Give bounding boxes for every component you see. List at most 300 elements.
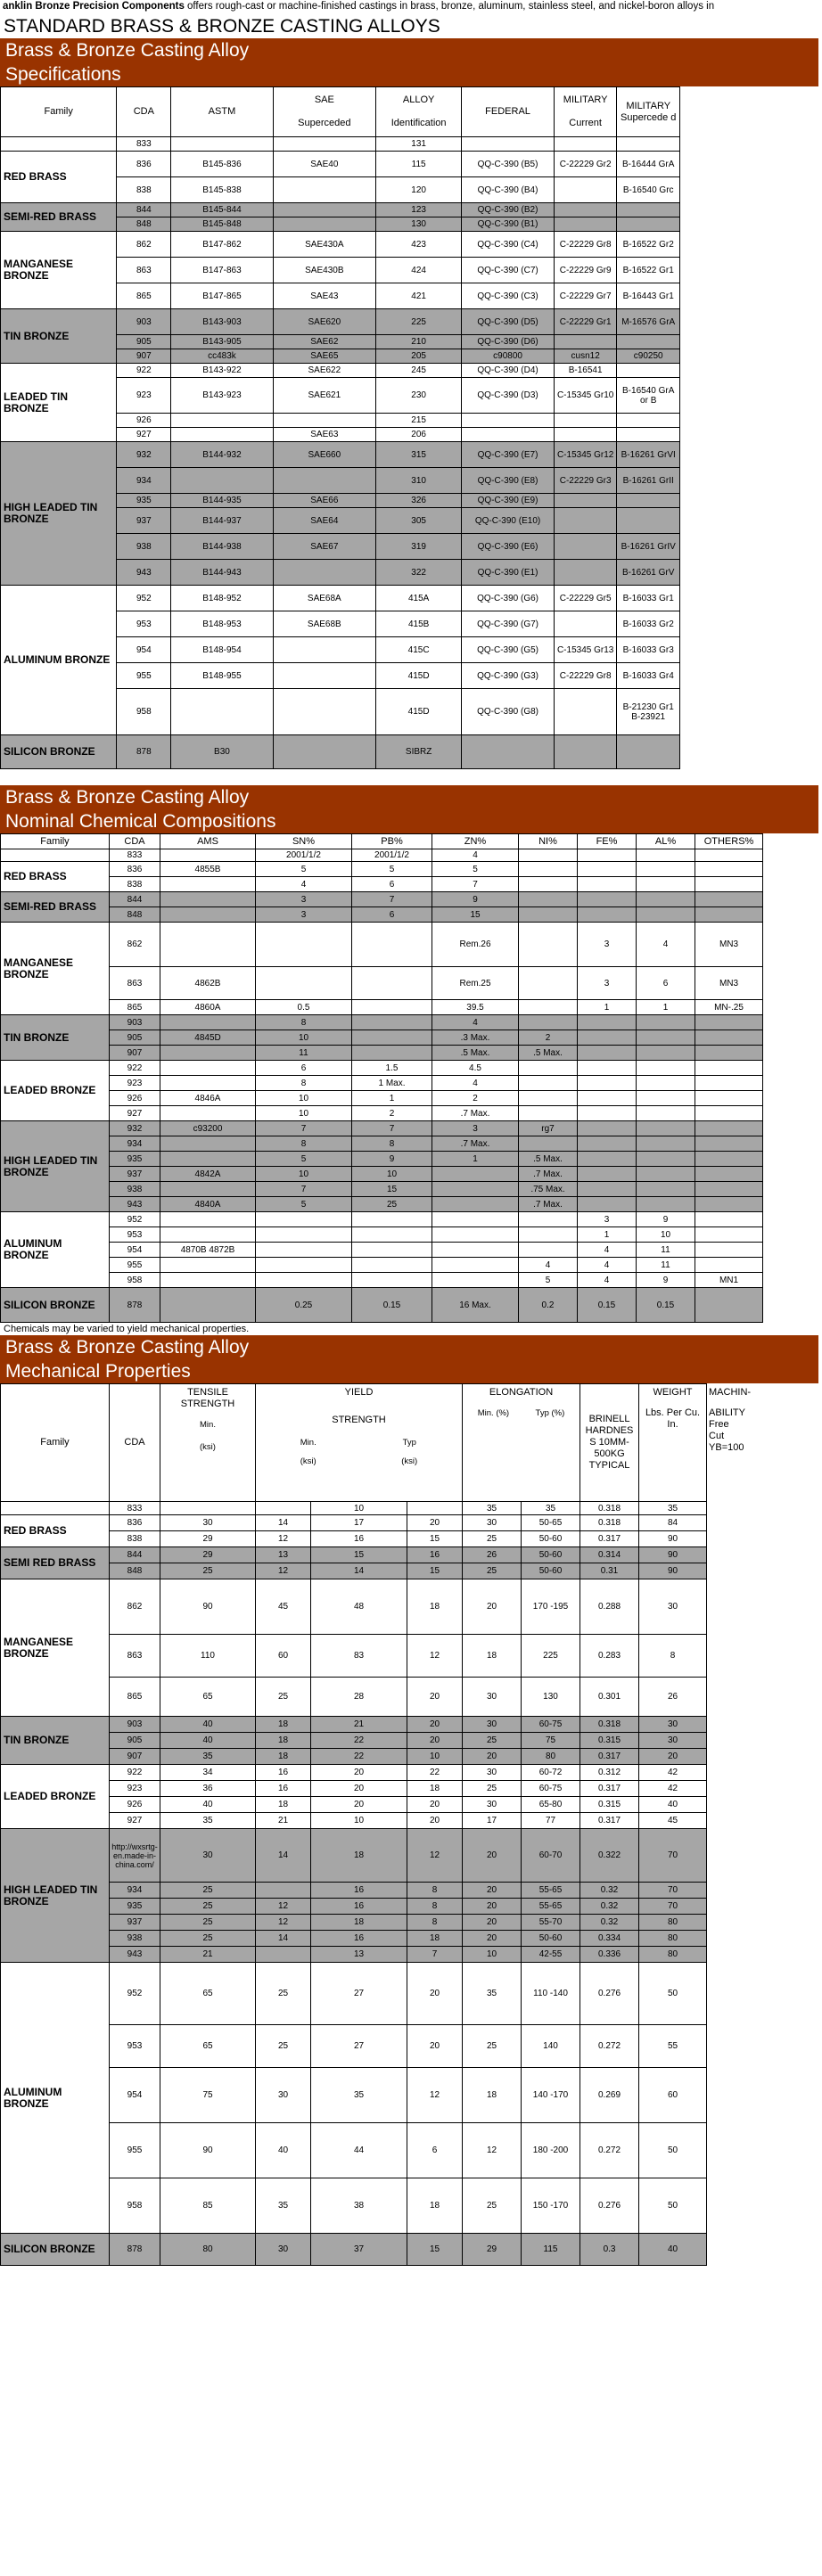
value-cell: 2001/1/2	[256, 849, 352, 862]
value-cell	[352, 1030, 432, 1046]
value-cell: 4860A	[160, 1000, 256, 1015]
value-cell: 326	[376, 494, 462, 508]
family-cell: MANGANESE BRONZE	[1, 1579, 110, 1717]
value-cell: 230	[376, 378, 462, 414]
col-al-pct: AL%	[637, 834, 695, 849]
value-cell	[695, 862, 763, 877]
cda-cell: 927	[117, 428, 171, 442]
value-cell	[617, 508, 680, 534]
col-family: Family	[1, 1384, 110, 1502]
value-cell: 14	[256, 1931, 311, 1947]
family-cell: RED BRASS	[1, 1515, 110, 1547]
value-cell	[432, 1212, 519, 1227]
value-cell: SAE65	[273, 349, 375, 364]
value-cell: 50-60	[522, 1531, 580, 1547]
value-cell	[256, 967, 352, 1000]
value-cell: B-16261 GrVI	[617, 442, 680, 468]
value-cell	[160, 1136, 256, 1152]
value-cell	[256, 1273, 352, 1288]
value-cell	[637, 1046, 695, 1061]
value-cell: 25	[160, 1915, 256, 1931]
value-cell: Rem.26	[432, 923, 519, 967]
value-cell: C-22229 Gr3	[554, 468, 617, 494]
value-cell	[695, 1197, 763, 1212]
value-cell: 1	[637, 1000, 695, 1015]
value-cell: 18	[463, 1635, 522, 1678]
table-row	[1, 1197, 763, 1212]
value-cell	[519, 862, 578, 877]
value-cell	[554, 137, 617, 152]
value-cell	[578, 1106, 637, 1121]
value-cell	[554, 217, 617, 232]
value-cell: 80	[639, 1915, 707, 1931]
value-cell: 424	[376, 258, 462, 283]
value-cell	[637, 907, 695, 923]
value-cell: 40	[256, 2123, 311, 2178]
value-cell	[695, 1167, 763, 1182]
value-cell	[695, 1030, 763, 1046]
value-cell	[554, 335, 617, 349]
value-cell	[695, 1121, 763, 1136]
value-cell: 20	[463, 1883, 522, 1899]
value-cell	[637, 1182, 695, 1197]
value-cell	[578, 892, 637, 907]
value-cell	[519, 1076, 578, 1091]
value-cell: 55-70	[522, 1915, 580, 1931]
value-cell: 25	[160, 1883, 256, 1899]
value-cell	[273, 414, 375, 428]
table-row	[1, 862, 763, 877]
cda-cell: 922	[117, 364, 171, 378]
col-weight: WEIGHT Lbs. Per Cu. In.	[639, 1384, 707, 1502]
value-cell: 65	[160, 1963, 256, 2025]
value-cell	[519, 1106, 578, 1121]
value-cell	[273, 663, 375, 689]
value-cell: 50-60	[522, 1931, 580, 1947]
value-cell: 21	[256, 1813, 311, 1829]
cda-cell: 935	[110, 1899, 160, 1915]
value-cell: 415A	[376, 586, 462, 611]
value-cell: 13	[311, 1947, 407, 1963]
value-cell	[554, 689, 617, 735]
cda-cell: 934	[110, 1883, 160, 1899]
value-cell	[352, 1273, 432, 1288]
value-cell: 4	[578, 1273, 637, 1288]
cda-cell: 955	[110, 1258, 160, 1273]
value-cell: 225	[522, 1635, 580, 1678]
value-cell: 12	[256, 1531, 311, 1547]
table-row	[1, 1106, 763, 1121]
value-cell	[637, 1197, 695, 1212]
value-cell: B-16541	[554, 364, 617, 378]
value-cell: 0.318	[580, 1717, 639, 1733]
cda-cell: 926	[110, 1797, 160, 1813]
value-cell: B143-923	[171, 378, 273, 414]
cda-cell: 958	[110, 1273, 160, 1288]
value-cell: 80	[639, 1947, 707, 1963]
value-cell: 1	[352, 1091, 432, 1106]
value-cell	[695, 892, 763, 907]
value-cell	[519, 1212, 578, 1227]
value-cell	[695, 1076, 763, 1091]
value-cell: 4846A	[160, 1091, 256, 1106]
value-cell: 20	[407, 1515, 463, 1531]
value-cell: 5	[256, 1197, 352, 1212]
value-cell: MN3	[695, 967, 763, 1000]
value-cell: 40	[639, 2234, 707, 2266]
value-cell: 5	[256, 1152, 352, 1167]
value-cell: 0.317	[580, 1749, 639, 1765]
value-cell	[519, 1091, 578, 1106]
table-row	[1, 1288, 763, 1323]
value-cell: 29	[463, 2234, 522, 2266]
mechanical-section	[0, 1335, 818, 2266]
value-cell: 0.276	[580, 1963, 639, 2025]
value-cell: 421	[376, 283, 462, 309]
value-cell: SAE66	[273, 494, 375, 508]
col-others-pct: OTHERS%	[695, 834, 763, 849]
value-cell	[519, 892, 578, 907]
family-cell: LEADED TIN BRONZE	[1, 364, 117, 442]
value-cell	[637, 1076, 695, 1091]
value-cell: B143-903	[171, 309, 273, 335]
value-cell: 4	[256, 877, 352, 892]
value-cell	[637, 1152, 695, 1167]
value-cell: 0.15	[352, 1288, 432, 1323]
value-cell: 10	[311, 1813, 407, 1829]
col-zn-pct: ZN%	[432, 834, 519, 849]
value-cell: 415D	[376, 663, 462, 689]
cda-cell: 934	[110, 1136, 160, 1152]
family-cell: SILICON BRONZE	[1, 1288, 110, 1323]
value-cell: 60-70	[522, 1829, 580, 1883]
family-cell: SILICON BRONZE	[1, 735, 117, 769]
value-cell: QQ-C-390 (D3)	[462, 378, 555, 414]
cda-cell: 844	[110, 1547, 160, 1563]
cda-cell: 844	[117, 203, 171, 217]
value-cell	[171, 137, 273, 152]
mechanical-header: Brass & Bronze Casting Alloy Mechanical Properties	[0, 1335, 818, 1383]
value-cell: 50-60	[522, 1563, 580, 1579]
cda-cell: 865	[110, 1000, 160, 1015]
family-cell: ALUMINUM BRONZE	[1, 1963, 110, 2234]
value-cell	[432, 1167, 519, 1182]
value-cell: 0.272	[580, 2025, 639, 2068]
value-cell: 70	[639, 1883, 707, 1899]
value-cell: 0.31	[580, 1563, 639, 1579]
value-cell: cusn12	[554, 349, 617, 364]
value-cell	[617, 414, 680, 428]
value-cell: 20	[463, 1749, 522, 1765]
value-cell	[352, 1212, 432, 1227]
value-cell: 16	[311, 1931, 407, 1947]
cda-cell: 907	[110, 1046, 160, 1061]
cda-cell: 953	[110, 2025, 160, 2068]
value-cell: c93200	[160, 1121, 256, 1136]
family-cell: SILICON BRONZE	[1, 2234, 110, 2266]
value-cell: 180 -200	[522, 2123, 580, 2178]
value-cell: 0.312	[580, 1765, 639, 1781]
specifications-header: Brass & Bronze Casting Alloy Specifications	[0, 38, 818, 86]
cda-cell: 932	[117, 442, 171, 468]
col-tensile: TENSILE STRENGTH Min. (ksi)	[160, 1384, 256, 1502]
value-cell: SAE430A	[273, 232, 375, 258]
value-cell	[256, 1947, 311, 1963]
value-cell: 50-60	[522, 1547, 580, 1563]
value-cell: 5	[432, 862, 519, 877]
value-cell: 0.322	[580, 1829, 639, 1883]
value-cell: QQ-C-390 (E1)	[462, 560, 555, 586]
value-cell: SAE68B	[273, 611, 375, 637]
chemical-table	[0, 833, 763, 1323]
value-cell: 0.318	[580, 1502, 639, 1515]
value-cell: 44	[311, 2123, 407, 2178]
value-cell: 0.32	[580, 1899, 639, 1915]
value-cell: 12	[407, 2068, 463, 2123]
value-cell: 20	[407, 2025, 463, 2068]
value-cell: 20	[407, 1678, 463, 1717]
table-row	[1, 1765, 707, 1781]
value-cell: 28	[311, 1678, 407, 1717]
value-cell: 10	[311, 1502, 407, 1515]
value-cell: 415C	[376, 637, 462, 663]
value-cell	[273, 468, 375, 494]
value-cell: 305	[376, 508, 462, 534]
value-cell	[617, 335, 680, 349]
value-cell: 55-65	[522, 1883, 580, 1899]
value-cell: 110	[160, 1635, 256, 1678]
family-cell: HIGH LEADED TIN BRONZE	[1, 1829, 110, 1963]
value-cell	[171, 428, 273, 442]
cda-cell: 938	[110, 1931, 160, 1947]
value-cell: 2	[432, 1091, 519, 1106]
value-cell: 30	[639, 1579, 707, 1635]
value-cell: 115	[522, 2234, 580, 2266]
value-cell: B144-938	[171, 534, 273, 560]
value-cell: QQ-C-390 (E10)	[462, 508, 555, 534]
value-cell	[695, 877, 763, 892]
value-cell: 4855B	[160, 862, 256, 877]
value-cell: B-16522 Gr2	[617, 232, 680, 258]
value-cell: 35	[160, 1749, 256, 1765]
cda-cell: 833	[110, 1502, 160, 1515]
value-cell: 1	[578, 1227, 637, 1243]
value-cell: 1	[432, 1152, 519, 1167]
value-cell	[519, 1015, 578, 1030]
value-cell: SAE622	[273, 364, 375, 378]
family-cell	[1, 137, 117, 152]
cda-cell: 927	[110, 1813, 160, 1829]
value-cell: QQ-C-390 (G3)	[462, 663, 555, 689]
value-cell: 18	[311, 1915, 407, 1931]
value-cell	[695, 1243, 763, 1258]
table-row	[1, 1121, 763, 1136]
family-cell: ALUMINUM BRONZE	[1, 1212, 110, 1288]
value-cell: 3	[578, 923, 637, 967]
value-cell: 25	[463, 2025, 522, 2068]
value-cell: B-16540 GrA or B	[617, 378, 680, 414]
value-cell	[256, 1212, 352, 1227]
value-cell: 15	[432, 907, 519, 923]
cda-cell: 932	[110, 1121, 160, 1136]
value-cell: QQ-C-390 (G7)	[462, 611, 555, 637]
cda-cell: 937	[110, 1915, 160, 1931]
cda-cell: 862	[117, 232, 171, 258]
value-cell	[578, 1152, 637, 1167]
cda-cell: 848	[117, 217, 171, 232]
cda-cell: 955	[110, 2123, 160, 2178]
family-cell: ALUMINUM BRONZE	[1, 586, 117, 735]
value-cell: B-16444 GrA	[617, 152, 680, 177]
value-cell	[407, 1502, 463, 1515]
value-cell	[160, 1061, 256, 1076]
value-cell	[432, 1243, 519, 1258]
value-cell: 2001/1/2	[352, 849, 432, 862]
value-cell: 0.315	[580, 1733, 639, 1749]
value-cell: .7 Max.	[432, 1136, 519, 1152]
col-yield: YIELD STRENGTH Min. (ksi) Typ (ksi)	[256, 1384, 463, 1502]
cda-cell: 833	[110, 849, 160, 862]
value-cell	[256, 1243, 352, 1258]
value-cell: 30	[463, 1717, 522, 1733]
value-cell	[578, 1061, 637, 1076]
value-cell: 25	[463, 1733, 522, 1749]
value-cell: 60	[256, 1635, 311, 1678]
value-cell	[273, 637, 375, 663]
value-cell: 40	[160, 1797, 256, 1813]
family-cell: TIN BRONZE	[1, 1717, 110, 1765]
family-cell: RED BRASS	[1, 152, 117, 203]
value-cell	[578, 1015, 637, 1030]
col-ni-pct: NI%	[519, 834, 578, 849]
value-cell: 26	[463, 1547, 522, 1563]
value-cell: SAE67	[273, 534, 375, 560]
cda-cell: 952	[110, 1963, 160, 2025]
value-cell: 5	[519, 1273, 578, 1288]
value-cell: 36	[160, 1781, 256, 1797]
value-cell: .7 Max.	[432, 1106, 519, 1121]
col-cda: CDA	[117, 87, 171, 137]
value-cell: 20	[463, 1915, 522, 1931]
value-cell	[160, 877, 256, 892]
value-cell: 6	[407, 2123, 463, 2178]
value-cell: .5 Max.	[519, 1046, 578, 1061]
value-cell	[160, 1258, 256, 1273]
value-cell: C-15345 Gr10	[554, 378, 617, 414]
value-cell: QQ-C-390 (B1)	[462, 217, 555, 232]
value-cell: 16	[256, 1781, 311, 1797]
value-cell: rg7	[519, 1121, 578, 1136]
value-cell: 310	[376, 468, 462, 494]
value-cell	[256, 1258, 352, 1273]
value-cell	[352, 1243, 432, 1258]
value-cell: B-16540 Grc	[617, 177, 680, 203]
value-cell: 18	[256, 1717, 311, 1733]
value-cell: 30	[160, 1829, 256, 1883]
value-cell: 25	[463, 2178, 522, 2234]
cda-cell: 934	[117, 468, 171, 494]
table-row	[1, 735, 680, 769]
value-cell: 6	[637, 967, 695, 1000]
value-cell: B-16033 Gr3	[617, 637, 680, 663]
value-cell: B147-865	[171, 283, 273, 309]
value-cell	[578, 877, 637, 892]
value-cell: SAE64	[273, 508, 375, 534]
value-cell: 50	[639, 2123, 707, 2178]
table-row	[1, 203, 680, 217]
value-cell: 42	[639, 1765, 707, 1781]
cda-cell: 863	[110, 967, 160, 1000]
cda-cell: 943	[110, 1197, 160, 1212]
value-cell	[352, 1046, 432, 1061]
value-cell: c90250	[617, 349, 680, 364]
value-cell	[160, 1046, 256, 1061]
value-cell	[578, 1167, 637, 1182]
value-cell	[617, 364, 680, 378]
value-cell: 38	[311, 2178, 407, 2234]
cda-cell: 844	[110, 892, 160, 907]
family-cell: LEADED BRONZE	[1, 1061, 110, 1121]
value-cell: 90	[639, 1563, 707, 1579]
value-cell: 12	[407, 1635, 463, 1678]
chemical-note: Chemicals may be varied to yield mechanical properties.	[4, 1324, 250, 1334]
value-cell	[637, 1167, 695, 1182]
value-cell: 80	[522, 1749, 580, 1765]
value-cell: 3	[578, 1212, 637, 1227]
value-cell: 35	[463, 1963, 522, 2025]
value-cell	[462, 137, 555, 152]
value-cell: 8	[639, 1635, 707, 1678]
value-cell: 27	[311, 2025, 407, 2068]
value-cell: 319	[376, 534, 462, 560]
col-family: Family	[1, 834, 110, 849]
value-cell: QQ-C-390 (B2)	[462, 203, 555, 217]
value-cell	[352, 1000, 432, 1015]
value-cell: B144-943	[171, 560, 273, 586]
value-cell: 0.314	[580, 1547, 639, 1563]
value-cell: 123	[376, 203, 462, 217]
value-cell: 42-55	[522, 1947, 580, 1963]
value-cell	[519, 967, 578, 1000]
col-brinell: BRINELL HARDNES S 10MM-500KG TYPICAL	[580, 1384, 639, 1502]
col-fe-pct: FE%	[578, 834, 637, 849]
value-cell: 50	[639, 2178, 707, 2234]
value-cell	[554, 611, 617, 637]
value-cell: 3	[432, 1121, 519, 1136]
table-row	[1, 1258, 763, 1273]
col-sae: SAE Superceded	[273, 87, 375, 137]
value-cell: 0.32	[580, 1915, 639, 1931]
specifications-table	[0, 86, 680, 769]
value-cell: 0.32	[580, 1883, 639, 1899]
value-cell	[637, 1106, 695, 1121]
cda-cell: 953	[117, 611, 171, 637]
value-cell	[519, 1243, 578, 1258]
table-row	[1, 1167, 763, 1182]
value-cell: SAE430B	[273, 258, 375, 283]
value-cell: 15	[407, 1563, 463, 1579]
value-cell	[256, 1883, 311, 1899]
value-cell: B143-922	[171, 364, 273, 378]
value-cell	[695, 907, 763, 923]
value-cell: .75 Max.	[519, 1182, 578, 1197]
value-cell: B-16261 GrIV	[617, 534, 680, 560]
value-cell: 4842A	[160, 1167, 256, 1182]
value-cell: SAE68A	[273, 586, 375, 611]
table-row	[1, 309, 680, 335]
table-row	[1, 232, 680, 258]
value-cell: 0.3	[580, 2234, 639, 2266]
